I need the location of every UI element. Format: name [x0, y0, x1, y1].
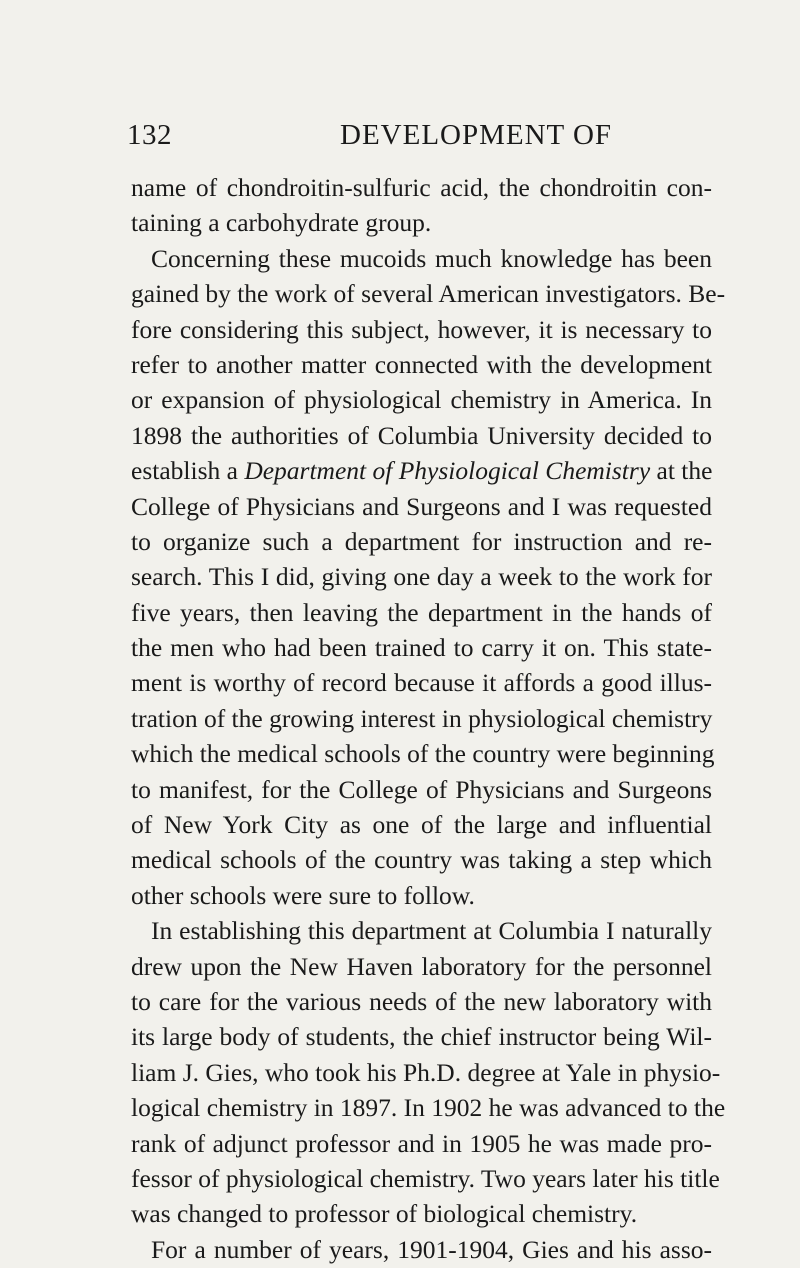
- text-line: logical chemistry in 1897. In 1902 he was advanced to the: [131, 1093, 726, 1123]
- running-head: DEVELOPMENT OF: [340, 119, 613, 151]
- text-line: College of Physicians and Surgeons and I was requested: [131, 491, 712, 521]
- text-line: the men who had been trained to carry it on. This state-: [131, 633, 712, 663]
- body-text: [131, 170, 726, 1267]
- text-line: of New York City as one of the large and influential: [131, 810, 712, 840]
- text-line: was changed to professor of biological chemistry.: [131, 1199, 638, 1229]
- text-line: which the medical schools of the country were beginning: [131, 739, 715, 769]
- text-line: five years, then leaving the department in the hands of: [131, 597, 712, 627]
- text-line: to manifest, for the College of Physicians and Surgeons: [131, 774, 712, 804]
- text-line: taining a carbohydrate group.: [131, 208, 432, 238]
- text-line: fore considering this subject, however, it is necessary to: [131, 314, 712, 344]
- text-line: 1898 the authorities of Columbia University decided to: [131, 420, 712, 450]
- text-line: other schools were sure to follow.: [131, 880, 475, 910]
- text-line: Concerning these mucoids much knowledge has been: [151, 243, 712, 273]
- text-line: liam J. Gies, who took his Ph.D. degree at Yale in physio-: [131, 1057, 721, 1087]
- text-line: refer to another matter connected with the development: [131, 349, 712, 379]
- text-line: In establishing this department at Columbia I naturally: [151, 916, 712, 946]
- text-line: to care for the various needs of the new laboratory with: [131, 986, 712, 1016]
- page-number: 132: [127, 119, 172, 151]
- text-line: to organize such a department for instruction and re-: [131, 526, 712, 556]
- text-line: ment is worthy of record because it affords a good illus-: [131, 668, 712, 698]
- page-header: [127, 118, 707, 152]
- italic-title: Department of Physiological Chemistry: [244, 456, 651, 486]
- text-line: medical schools of the country was taking a step which: [131, 845, 712, 875]
- text-fragment: establish a: [131, 456, 245, 486]
- text-line: For a number of years, 1901-1904, Gies and his asso-: [151, 1234, 712, 1264]
- text-fragment: at the: [650, 456, 713, 486]
- text-line: rank of adjunct professor and in 1905 he was made pro-: [131, 1128, 712, 1158]
- text-line: fessor of physiological chemistry. Two years later his title: [131, 1163, 720, 1193]
- text-line: name of chondroitin-sulfuric acid, the chondroitin con-: [131, 173, 712, 202]
- text-line: search. This I did, giving one day a week to the work for: [131, 562, 712, 592]
- text-line: or expansion of physiological chemistry in America. In: [131, 385, 712, 415]
- text-line: its large body of students, the chief instructor being Wil-: [131, 1022, 712, 1052]
- text-line: tration of the growing interest in physiological chemistry: [131, 703, 713, 733]
- text-line: drew upon the New Haven laboratory for the personnel: [131, 951, 712, 981]
- text-line: gained by the work of several American investigators. Be-: [131, 279, 726, 309]
- text-line: [131, 453, 712, 488]
